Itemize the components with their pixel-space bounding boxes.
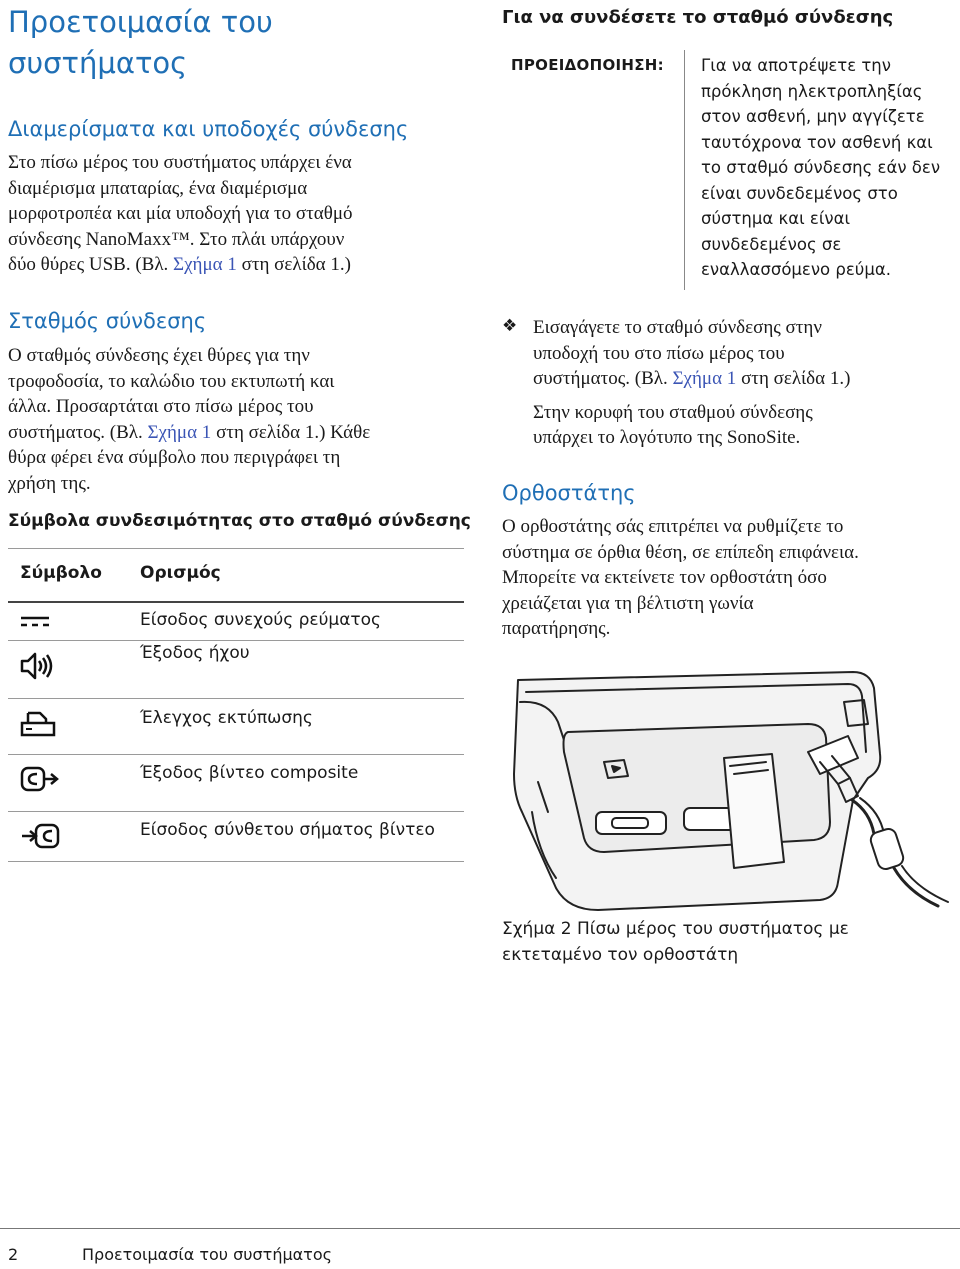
definition-cell: Είσοδος σύνθετου σήματος βίντεο xyxy=(140,820,435,840)
figure-2-illustration xyxy=(508,662,956,912)
definition-cell: Έλεγχος εκτύπωσης xyxy=(140,708,313,728)
warning-line: Για να αποτρέψετε την xyxy=(701,56,891,75)
compartments-line: μορφοτροπέα και μία υποδοχή για το σταθμό xyxy=(8,203,353,224)
composite-video-in-icon xyxy=(20,823,60,853)
stand-line: Μπορείτε να εκτείνετε τον ορθοστάτη όσο xyxy=(502,567,827,588)
docking-line: θύρα φέρει ένα σύμβολο που περιγράφει τη xyxy=(8,447,341,468)
footer-rule xyxy=(0,1228,960,1229)
connect-docking-heading: Για να συνδέσετε το σταθμό σύνδεσης xyxy=(502,7,894,28)
warning-line: στον ασθενή, μην αγγίζετε xyxy=(701,107,925,126)
stand-line: χρειάζεται για τη βέλτιστη γωνία xyxy=(502,592,754,614)
table-header-row xyxy=(8,548,464,603)
caption-line: εκτεταμένο τον ορθοστάτη xyxy=(502,945,739,965)
stand-line: σύστημα σε όρθια θέση, σε επίπεδη επιφάνεια. xyxy=(502,541,859,563)
figure-2-caption xyxy=(502,916,952,968)
table-row xyxy=(8,601,464,641)
docking-line: άλλα. Προσαρτάται στο πίσω μέρος του xyxy=(8,396,314,417)
printer-icon xyxy=(20,711,56,741)
page-title-line1: Προετοιμασία του xyxy=(8,5,273,39)
page-title-line2: συστήματος xyxy=(8,46,188,80)
step-instruction xyxy=(533,315,958,451)
system-back-drawing xyxy=(508,662,956,912)
definition-cell: Έξοδος ήχου xyxy=(140,643,250,663)
running-title: Προετοιμασία του συστήματος xyxy=(82,1245,332,1264)
section-heading-docking-station: Σταθμός σύνδεσης xyxy=(8,309,207,333)
caption-line: Σχήμα 2 Πίσω μέρος του συστήματος με xyxy=(502,919,849,939)
table-row xyxy=(8,755,464,812)
warning-line: το σταθμό σύνδεσης εάν δεν xyxy=(701,158,941,177)
step-note-line: υπάρχει το λογότυπο της SonoSite. xyxy=(533,427,801,448)
figure-1-link[interactable]: Σχήμα 1 xyxy=(147,421,212,443)
text-run: δύο θύρες USB. (Βλ. xyxy=(8,254,174,275)
column-header-definition: Ορισμός xyxy=(140,563,221,583)
stand-line: παρατήρησης. xyxy=(502,618,611,639)
text-run: στη σελίδα 1.) Κάθε xyxy=(211,421,371,443)
compartments-line xyxy=(8,252,478,278)
page-number: 2 xyxy=(8,1245,19,1264)
text-run: στη σελίδα 1.) xyxy=(236,254,351,275)
table-row xyxy=(8,699,464,755)
docking-line xyxy=(8,420,478,446)
docking-station-paragraph xyxy=(8,343,478,496)
figure-1-link[interactable]: Σχήμα 1 xyxy=(672,368,737,389)
compartments-line: Στο πίσω μέρος του συστήματος υπάρχει ένα xyxy=(8,152,352,173)
text-run: συστήματος. (Βλ. xyxy=(533,368,673,389)
dc-power-icon xyxy=(20,614,50,633)
figure-1-link[interactable]: Σχήμα 1 xyxy=(173,254,237,275)
step-line: υποδοχή του στο πίσω μέρος του xyxy=(533,342,785,364)
stand-line: Ο ορθοστάτης σάς επιτρέπει να ρυθμίζετε το xyxy=(502,516,844,537)
warning-divider xyxy=(684,50,685,290)
definition-cell: Έξοδος βίντεο composite xyxy=(140,763,359,783)
step-note-line: Στην κορυφή του σταθμού σύνδεσης xyxy=(533,401,813,423)
step-bullet-icon: ❖ xyxy=(502,316,518,336)
text-run: στη σελίδα 1.) xyxy=(736,368,851,389)
definition-cell: Είσοδος συνεχούς ρεύματος xyxy=(140,610,382,630)
warning-line: εναλλασσόμενο ρεύμα. xyxy=(701,260,891,279)
table-row xyxy=(8,812,464,862)
table-title: Σύμβολα συνδεσιμότητας στο σταθμό σύνδεσης xyxy=(8,511,471,531)
table-row xyxy=(8,641,464,699)
docking-line: Ο σταθμός σύνδεσης έχει θύρες για την xyxy=(8,345,310,366)
text-run: συστήματος. (Βλ. xyxy=(8,421,148,443)
audio-out-icon xyxy=(20,651,54,685)
composite-video-out-icon xyxy=(20,766,60,796)
page-title xyxy=(8,2,478,84)
warning-text xyxy=(701,53,956,283)
step-line xyxy=(533,366,958,392)
docking-line: τροφοδοσία, το καλώδιο του εκτυπωτή και xyxy=(8,370,335,392)
column-header-symbol: Σύμβολο xyxy=(20,563,102,583)
stand-paragraph xyxy=(502,514,958,642)
compartments-line: διαμέρισμα μπαταρίας, ένα διαμέρισμα xyxy=(8,177,308,199)
section-heading-stand: Ορθοστάτης xyxy=(502,481,636,505)
warning-line: είναι συνδεδεμένος στο xyxy=(701,183,898,203)
docking-line: χρήση της. xyxy=(8,472,91,494)
compartments-line: σύνδεσης NanoMaxx™. Στο πλάι υπάρχουν xyxy=(8,228,345,250)
warning-line: σύστημα και είναι xyxy=(701,209,851,228)
section-heading-compartments: Διαμερίσματα και υποδοχές σύνδεσης xyxy=(8,117,409,141)
warning-line: πρόκληση ηλεκτροπληξίας xyxy=(701,81,923,101)
warning-label: ΠΡΟΕΙΔΟΠΟΙΗΣΗ: xyxy=(511,56,664,74)
warning-line: ταυτόχρονα τον ασθενή και xyxy=(701,132,933,152)
step-line: Εισαγάγετε το σταθμό σύνδεσης στην xyxy=(533,317,822,338)
warning-line: συνδεδεμένος σε xyxy=(701,234,842,254)
compartments-paragraph xyxy=(8,150,478,278)
